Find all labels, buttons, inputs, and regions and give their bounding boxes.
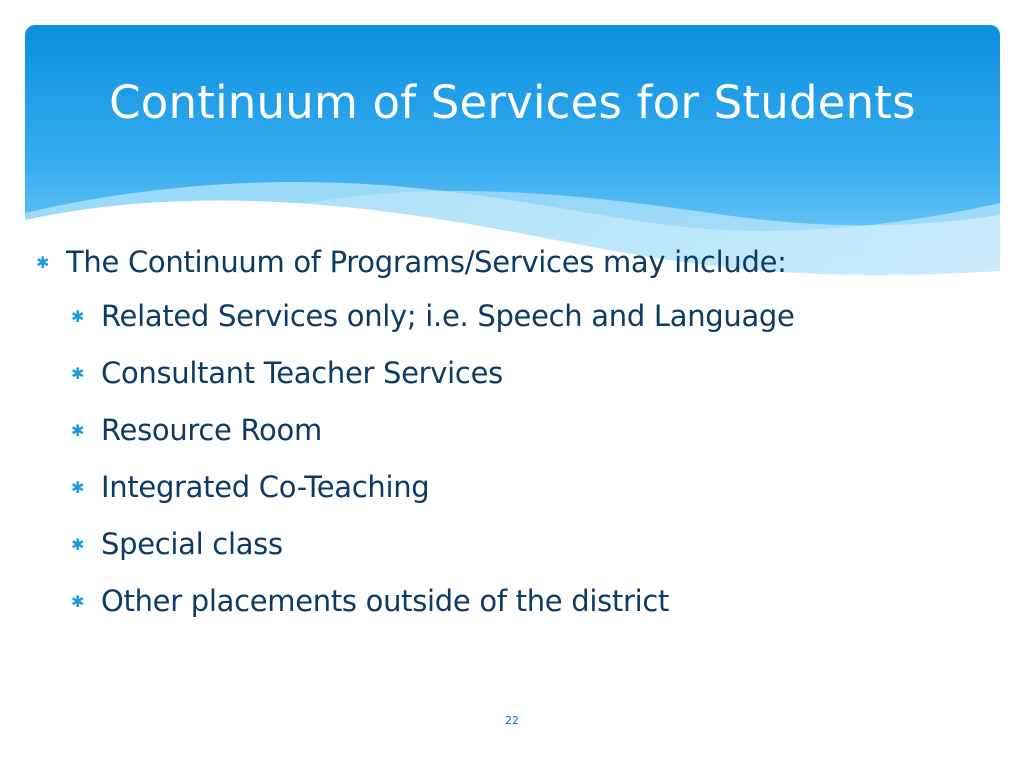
sub-bullet (36, 402, 996, 459)
sub-bullet (36, 345, 996, 402)
page-number: 22 (505, 714, 519, 727)
sub-bullet (36, 459, 996, 516)
asterisk-bullet-icon: ✱ (71, 364, 85, 383)
asterisk-bullet-icon: ✱ (71, 421, 85, 440)
asterisk-bullet-icon: ✱ (71, 592, 85, 611)
sub-bullet-text: Related Services only; i.e. Speech and Language (101, 299, 795, 333)
sub-bullet-text: Integrated Co-Teaching (101, 470, 430, 504)
sub-bullet (36, 516, 996, 573)
sub-bullet-text: Resource Room (101, 413, 322, 447)
asterisk-bullet-icon: ✱ (36, 253, 50, 272)
asterisk-bullet-icon: ✱ (71, 478, 85, 497)
main-bullet-text: The Continuum of Programs/Services may include: (66, 245, 787, 279)
asterisk-bullet-icon: ✱ (71, 307, 85, 326)
slide-title: Continuum of Services for Students (109, 76, 916, 129)
slide-content (36, 236, 996, 630)
sub-bullet-text: Consultant Teacher Services (101, 356, 503, 390)
main-bullet (36, 236, 996, 288)
sub-bullet-text: Other placements outside of the district (101, 584, 670, 618)
sub-bullet-text: Special class (101, 527, 283, 561)
sub-bullet (36, 288, 996, 345)
sub-bullet (36, 573, 996, 630)
asterisk-bullet-icon: ✱ (71, 535, 85, 554)
